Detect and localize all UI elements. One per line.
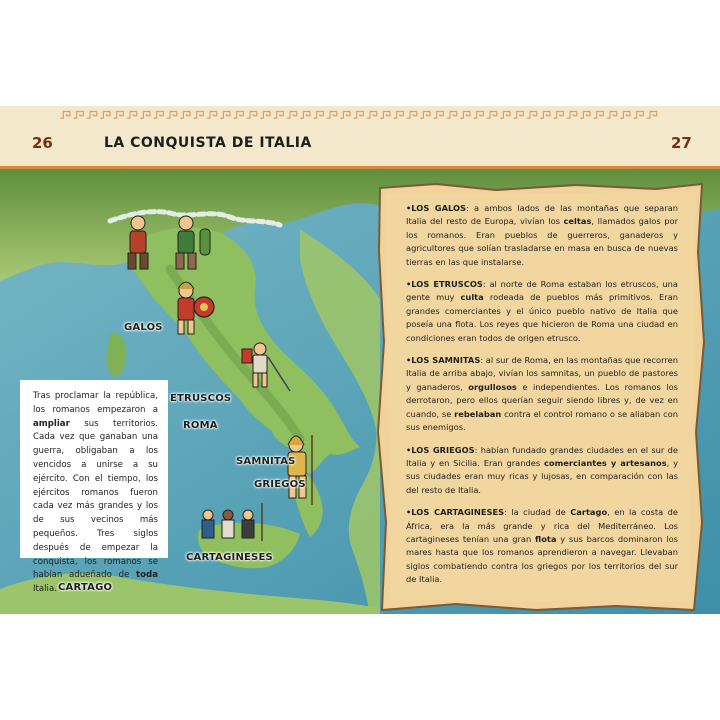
map-label-griegos: GRIEGOS: [254, 479, 306, 490]
intro-text-2: sus territorios. Cada vez que ganaban una guerra, obligaban a los vencidos a unirse a su ejército. Con el tiempo, los ejércitos romanos fueron cada vez más grandes y los de sus vecinos más pequeños. Tres siglos después de empezar la conquista, los romanos se habían adueñado de: [33, 418, 158, 581]
paragraph-etruscos: •LOS ETRUSCOS: al norte de Roma estaban los etruscos, una gente muy culta rodeada de pueblos más primitivos. Eran grandes comerciantes y el único pueblo nativo de Italia que poseía una flota. Los reyes que hicieron de Roma una ciudad en condiciones eran todos de origen etrusco.: [406, 279, 678, 343]
page-header: [0, 106, 720, 168]
greek-key-border-top: [0, 109, 720, 119]
paragraph-samnitas: •LOS SAMNITAS: al sur de Roma, en las montañas que recorren Italia de arriba abajo, vivían los samnitas, un pueblo de pastores y ganaderos, orgullosos e independientes. Los romanos los derrotaron, pero ellos querían seguir siendo libres y, de vez en cuando, se rebelaban contra el control romano o se aliaban con sus enemigos.: [406, 355, 678, 433]
intro-bold-1: ampliar: [33, 418, 70, 429]
page-title: LA CONQUISTA DE ITALIA: [104, 135, 312, 151]
map-label-cartagineses: CARTAGINESES: [186, 552, 273, 563]
map-label-galos: GALOS: [124, 322, 163, 333]
peoples-text: [406, 202, 678, 596]
left-page-number: 26: [32, 134, 53, 152]
map-label-roma: ROMA: [183, 420, 218, 431]
paragraph-cartagineses: •LOS CARTAGINESES: la ciudad de Cartago, en la costa de África, era la más grande y rica del Mediterráneo. Los cartagineses tenían una gran flota y sus barcos dominaron los mares hasta que los romanos aprendieron a navegar. Llevaban siglos combatiendo contra los griegos por los territorios del sur de Italia.: [406, 507, 679, 585]
intro-text-1: Tras proclamar la república, los romanos empezaron a: [33, 391, 158, 415]
intro-bold-2: toda: [136, 570, 158, 581]
right-page-number: 27: [671, 134, 692, 152]
intro-text-3: Italia.: [33, 584, 57, 595]
paragraph-galos: •LOS GALOS: a ambos lados de las montañas que separan Italia del resto de Europa, vivían los celtas, llamados galos por los romanos. Eran pueblos de guerreros, ganaderos y agricultores que solían trasladarse en masa en busca de nuevas tierras en las que instalarse.: [406, 203, 679, 267]
map-label-samnitas: SAMNITAS: [236, 456, 296, 467]
map-label-etruscos: ETRUSCOS: [170, 393, 232, 404]
parchment-panel: [376, 182, 706, 612]
book-spread: [0, 106, 720, 614]
paragraph-griegos: •LOS GRIEGOS: habían fundado grandes ciudades en el sur de Italia y en Sicilia. Eran grandes comerciantes y artesanos, y sus ciudades eran muy ricas y lujosas, en comparación con las del resto de Italia.: [406, 444, 678, 495]
map-label-cartago: CARTAGO: [58, 582, 113, 593]
